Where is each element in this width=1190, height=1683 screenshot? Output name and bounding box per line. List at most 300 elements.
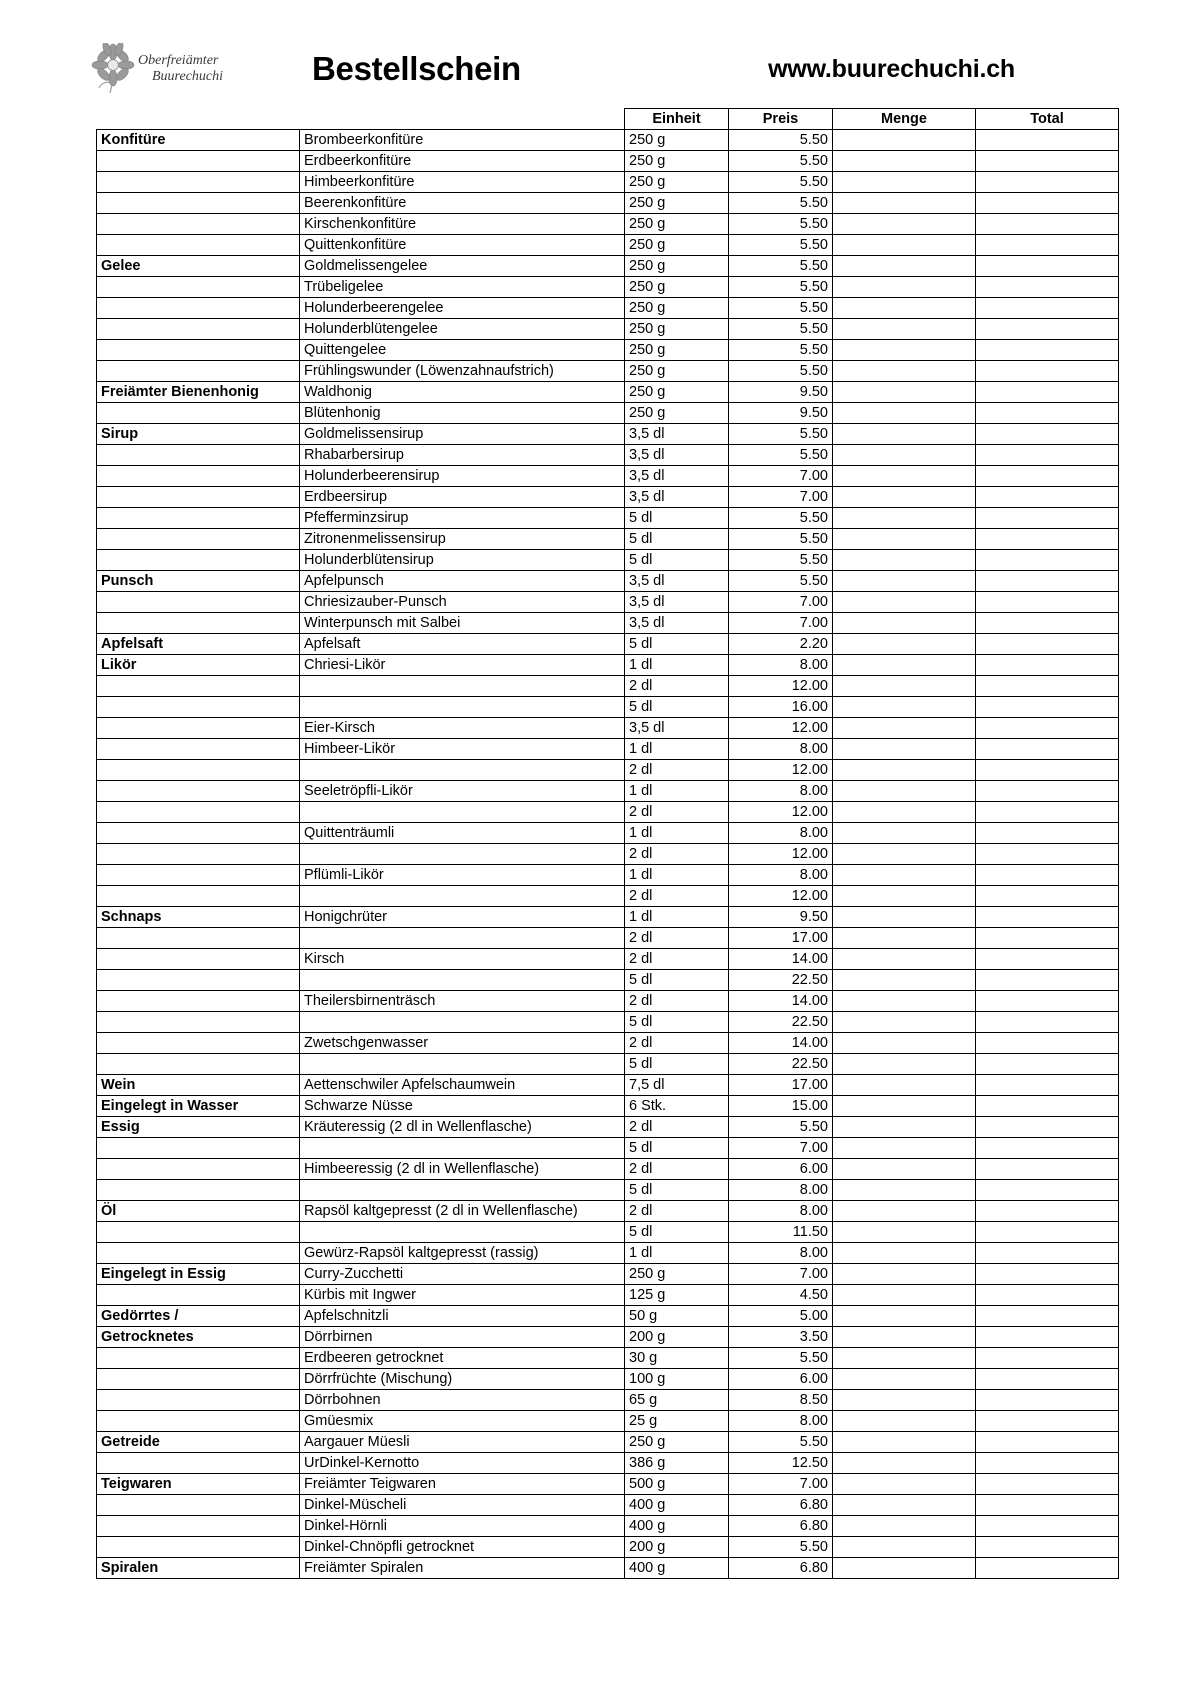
cell-quantity-input[interactable] bbox=[833, 1117, 976, 1138]
table-row bbox=[97, 928, 1119, 949]
cell-category bbox=[97, 508, 300, 529]
cell-total-input[interactable] bbox=[976, 928, 1119, 949]
cell-category bbox=[97, 214, 300, 235]
cell-total-input[interactable] bbox=[976, 298, 1119, 319]
cell-product: Kräuteressig (2 dl in Wellenflasche) bbox=[300, 1117, 625, 1138]
cell-unit: 6 Stk. bbox=[625, 1096, 729, 1117]
cell-total-input[interactable] bbox=[976, 403, 1119, 424]
cell-unit: 1 dl bbox=[625, 655, 729, 676]
cell-product: Aargauer Müesli bbox=[300, 1432, 625, 1453]
table-row bbox=[97, 1054, 1119, 1075]
cell-total-input[interactable] bbox=[976, 970, 1119, 991]
cell-product: Dörrfrüchte (Mischung) bbox=[300, 1369, 625, 1390]
cell-quantity-input[interactable] bbox=[833, 676, 976, 697]
table-row bbox=[97, 550, 1119, 571]
cell-total-input[interactable] bbox=[976, 1012, 1119, 1033]
cell-quantity-input[interactable] bbox=[833, 130, 976, 151]
cell-quantity-input[interactable] bbox=[833, 1495, 976, 1516]
cell-category: Schnaps bbox=[97, 907, 300, 928]
cell-product: Chriesi-Likör bbox=[300, 655, 625, 676]
cell-product: Dörrbohnen bbox=[300, 1390, 625, 1411]
cell-total-input[interactable] bbox=[976, 1117, 1119, 1138]
cell-product: Brombeerkonfitüre bbox=[300, 130, 625, 151]
cell-total-input[interactable] bbox=[976, 823, 1119, 844]
cell-unit: 5 dl bbox=[625, 508, 729, 529]
cell-quantity-input[interactable] bbox=[833, 697, 976, 718]
cell-total-input[interactable] bbox=[976, 1537, 1119, 1558]
cell-price: 5.50 bbox=[729, 571, 833, 592]
cell-product: Erdbeersirup bbox=[300, 487, 625, 508]
cell-total-input[interactable] bbox=[976, 676, 1119, 697]
table-row bbox=[97, 802, 1119, 823]
cell-quantity-input[interactable] bbox=[833, 193, 976, 214]
cell-quantity-input[interactable] bbox=[833, 151, 976, 172]
cell-quantity-input[interactable] bbox=[833, 1243, 976, 1264]
cell-price: 15.00 bbox=[729, 1096, 833, 1117]
cell-price: 5.50 bbox=[729, 340, 833, 361]
cell-price: 7.00 bbox=[729, 613, 833, 634]
cell-price: 5.50 bbox=[729, 256, 833, 277]
cell-unit: 2 dl bbox=[625, 1033, 729, 1054]
cell-price: 14.00 bbox=[729, 991, 833, 1012]
cell-unit: 250 g bbox=[625, 1432, 729, 1453]
cell-total-input[interactable] bbox=[976, 340, 1119, 361]
cell-price: 8.00 bbox=[729, 739, 833, 760]
table-row bbox=[97, 403, 1119, 424]
cell-total-input[interactable] bbox=[976, 235, 1119, 256]
cell-quantity-input[interactable] bbox=[833, 823, 976, 844]
cell-quantity-input[interactable] bbox=[833, 1411, 976, 1432]
cell-quantity-input[interactable] bbox=[833, 172, 976, 193]
cell-total-input[interactable] bbox=[976, 1075, 1119, 1096]
cell-product: Zitronenmelissensirup bbox=[300, 529, 625, 550]
cell-total-input[interactable] bbox=[976, 1096, 1119, 1117]
cell-quantity-input[interactable] bbox=[833, 970, 976, 991]
cell-total-input[interactable] bbox=[976, 277, 1119, 298]
cell-quantity-input[interactable] bbox=[833, 571, 976, 592]
cell-total-input[interactable] bbox=[976, 760, 1119, 781]
table-row bbox=[97, 844, 1119, 865]
cell-unit: 2 dl bbox=[625, 844, 729, 865]
cell-total-input[interactable] bbox=[976, 529, 1119, 550]
cell-product: Seeletröpfli-Likör bbox=[300, 781, 625, 802]
table-row bbox=[97, 1327, 1119, 1348]
cell-quantity-input[interactable] bbox=[833, 1054, 976, 1075]
cell-quantity-input[interactable] bbox=[833, 1201, 976, 1222]
cell-quantity-input[interactable] bbox=[833, 760, 976, 781]
cell-quantity-input[interactable] bbox=[833, 214, 976, 235]
cell-quantity-input[interactable] bbox=[833, 928, 976, 949]
cell-product: Kirschenkonfitüre bbox=[300, 214, 625, 235]
cell-price: 4.50 bbox=[729, 1285, 833, 1306]
cell-product: Quittenträumli bbox=[300, 823, 625, 844]
cell-product: Himbeeressig (2 dl in Wellenflasche) bbox=[300, 1159, 625, 1180]
cell-total-input[interactable] bbox=[976, 1432, 1119, 1453]
cell-total-input[interactable] bbox=[976, 1306, 1119, 1327]
cell-quantity-input[interactable] bbox=[833, 907, 976, 928]
cell-quantity-input[interactable] bbox=[833, 1537, 976, 1558]
cell-unit: 2 dl bbox=[625, 1201, 729, 1222]
cell-product: Himbeerkonfitüre bbox=[300, 172, 625, 193]
cell-quantity-input[interactable] bbox=[833, 1075, 976, 1096]
cell-quantity-input[interactable] bbox=[833, 1390, 976, 1411]
cell-total-input[interactable] bbox=[976, 256, 1119, 277]
cell-total-input[interactable] bbox=[976, 550, 1119, 571]
cell-quantity-input[interactable] bbox=[833, 1180, 976, 1201]
cell-total-input[interactable] bbox=[976, 697, 1119, 718]
cell-quantity-input[interactable] bbox=[833, 1474, 976, 1495]
cell-unit: 2 dl bbox=[625, 886, 729, 907]
cell-total-input[interactable] bbox=[976, 613, 1119, 634]
cell-quantity-input[interactable] bbox=[833, 802, 976, 823]
cell-total-input[interactable] bbox=[976, 508, 1119, 529]
cell-quantity-input[interactable] bbox=[833, 844, 976, 865]
cell-total-input[interactable] bbox=[976, 739, 1119, 760]
cell-quantity-input[interactable] bbox=[833, 886, 976, 907]
cell-total-input[interactable] bbox=[976, 865, 1119, 886]
cell-total-input[interactable] bbox=[976, 718, 1119, 739]
table-row bbox=[97, 1138, 1119, 1159]
cell-category bbox=[97, 445, 300, 466]
cell-product: Kürbis mit Ingwer bbox=[300, 1285, 625, 1306]
cell-product: Winterpunsch mit Salbei bbox=[300, 613, 625, 634]
cell-unit: 2 dl bbox=[625, 760, 729, 781]
cell-price: 2.20 bbox=[729, 634, 833, 655]
cell-quantity-input[interactable] bbox=[833, 1159, 976, 1180]
cell-product: Apfelpunsch bbox=[300, 571, 625, 592]
cell-total-input[interactable] bbox=[976, 1222, 1119, 1243]
cell-quantity-input[interactable] bbox=[833, 592, 976, 613]
cell-quantity-input[interactable] bbox=[833, 1306, 976, 1327]
cell-unit: 5 dl bbox=[625, 550, 729, 571]
cell-product: Frühlingswunder (Löwenzahnaufstrich) bbox=[300, 361, 625, 382]
cell-category bbox=[97, 1033, 300, 1054]
cell-category bbox=[97, 928, 300, 949]
cell-total-input[interactable] bbox=[976, 991, 1119, 1012]
cell-quantity-input[interactable] bbox=[833, 319, 976, 340]
cell-total-input[interactable] bbox=[976, 151, 1119, 172]
cell-category bbox=[97, 949, 300, 970]
cell-total-input[interactable] bbox=[976, 424, 1119, 445]
cell-quantity-input[interactable] bbox=[833, 382, 976, 403]
cell-unit: 1 dl bbox=[625, 781, 729, 802]
cell-total-input[interactable] bbox=[976, 1348, 1119, 1369]
table-row bbox=[97, 214, 1119, 235]
cell-product: Holunderbeerengelee bbox=[300, 298, 625, 319]
cell-category: Spiralen bbox=[97, 1558, 300, 1579]
table-row bbox=[97, 466, 1119, 487]
table-row bbox=[97, 1264, 1119, 1285]
cell-category: Freiämter Bienenhonig bbox=[97, 382, 300, 403]
cell-category bbox=[97, 739, 300, 760]
cell-category bbox=[97, 1138, 300, 1159]
cell-total-input[interactable] bbox=[976, 802, 1119, 823]
cell-total-input[interactable] bbox=[976, 592, 1119, 613]
cell-price: 14.00 bbox=[729, 1033, 833, 1054]
cell-quantity-input[interactable] bbox=[833, 340, 976, 361]
cell-total-input[interactable] bbox=[976, 193, 1119, 214]
cell-total-input[interactable] bbox=[976, 172, 1119, 193]
cell-unit: 1 dl bbox=[625, 865, 729, 886]
cell-quantity-input[interactable] bbox=[833, 235, 976, 256]
cell-price: 8.00 bbox=[729, 1411, 833, 1432]
cell-price: 17.00 bbox=[729, 928, 833, 949]
cell-quantity-input[interactable] bbox=[833, 508, 976, 529]
table-row bbox=[97, 1348, 1119, 1369]
cell-total-input[interactable] bbox=[976, 1264, 1119, 1285]
cell-total-input[interactable] bbox=[976, 655, 1119, 676]
cell-total-input[interactable] bbox=[976, 1243, 1119, 1264]
cell-category bbox=[97, 487, 300, 508]
cell-quantity-input[interactable] bbox=[833, 949, 976, 970]
cell-total-input[interactable] bbox=[976, 445, 1119, 466]
cell-total-input[interactable] bbox=[976, 1495, 1119, 1516]
cell-quantity-input[interactable] bbox=[833, 1138, 976, 1159]
table-row bbox=[97, 1537, 1119, 1558]
cell-product: Zwetschgenwasser bbox=[300, 1033, 625, 1054]
cell-category bbox=[97, 529, 300, 550]
logo bbox=[90, 43, 290, 95]
cell-quantity-input[interactable] bbox=[833, 1348, 976, 1369]
cell-total-input[interactable] bbox=[976, 1054, 1119, 1075]
cell-category: Eingelegt in Wasser bbox=[97, 1096, 300, 1117]
cell-quantity-input[interactable] bbox=[833, 1516, 976, 1537]
cell-total-input[interactable] bbox=[976, 466, 1119, 487]
table-row bbox=[97, 130, 1119, 151]
cell-quantity-input[interactable] bbox=[833, 1264, 976, 1285]
cell-quantity-input[interactable] bbox=[833, 1432, 976, 1453]
cell-total-input[interactable] bbox=[976, 781, 1119, 802]
cell-quantity-input[interactable] bbox=[833, 298, 976, 319]
cell-quantity-input[interactable] bbox=[833, 277, 976, 298]
cell-unit: 250 g bbox=[625, 340, 729, 361]
cell-product: Curry-Zucchetti bbox=[300, 1264, 625, 1285]
cell-category bbox=[97, 1369, 300, 1390]
cell-total-input[interactable] bbox=[976, 214, 1119, 235]
cell-category: Getrocknetes bbox=[97, 1327, 300, 1348]
cell-quantity-input[interactable] bbox=[833, 1327, 976, 1348]
cell-total-input[interactable] bbox=[976, 1033, 1119, 1054]
cell-unit: 400 g bbox=[625, 1558, 729, 1579]
cell-total-input[interactable] bbox=[976, 1453, 1119, 1474]
table-row bbox=[97, 1117, 1119, 1138]
cell-quantity-input[interactable] bbox=[833, 991, 976, 1012]
cell-quantity-input[interactable] bbox=[833, 1558, 976, 1579]
cell-product: UrDinkel-Kernotto bbox=[300, 1453, 625, 1474]
cell-price: 8.00 bbox=[729, 823, 833, 844]
cell-unit: 200 g bbox=[625, 1327, 729, 1348]
cell-unit: 250 g bbox=[625, 172, 729, 193]
cell-category bbox=[97, 718, 300, 739]
cell-category bbox=[97, 550, 300, 571]
table-row bbox=[97, 865, 1119, 886]
cell-price: 5.50 bbox=[729, 1432, 833, 1453]
cell-price: 8.00 bbox=[729, 781, 833, 802]
cell-unit: 500 g bbox=[625, 1474, 729, 1495]
cell-quantity-input[interactable] bbox=[833, 550, 976, 571]
cell-product: Waldhonig bbox=[300, 382, 625, 403]
cell-price: 6.00 bbox=[729, 1369, 833, 1390]
cell-unit: 250 g bbox=[625, 361, 729, 382]
cell-product: Freiämter Spiralen bbox=[300, 1558, 625, 1579]
table-row bbox=[97, 1558, 1119, 1579]
cell-quantity-input[interactable] bbox=[833, 1285, 976, 1306]
cell-price: 6.80 bbox=[729, 1558, 833, 1579]
cell-total-input[interactable] bbox=[976, 1180, 1119, 1201]
cell-total-input[interactable] bbox=[976, 319, 1119, 340]
cell-price: 12.00 bbox=[729, 844, 833, 865]
cell-unit: 5 dl bbox=[625, 1054, 729, 1075]
cell-unit: 5 dl bbox=[625, 1180, 729, 1201]
cell-price: 9.50 bbox=[729, 907, 833, 928]
cell-quantity-input[interactable] bbox=[833, 1012, 976, 1033]
cell-unit: 3,5 dl bbox=[625, 445, 729, 466]
cell-total-input[interactable] bbox=[976, 1159, 1119, 1180]
cell-unit: 5 dl bbox=[625, 634, 729, 655]
cell-quantity-input[interactable] bbox=[833, 634, 976, 655]
cell-total-input[interactable] bbox=[976, 1411, 1119, 1432]
cell-total-input[interactable] bbox=[976, 1285, 1119, 1306]
cell-category bbox=[97, 1495, 300, 1516]
cell-product bbox=[300, 970, 625, 991]
cell-quantity-input[interactable] bbox=[833, 781, 976, 802]
cell-unit: 5 dl bbox=[625, 1138, 729, 1159]
cell-quantity-input[interactable] bbox=[833, 466, 976, 487]
cell-product: Quittengelee bbox=[300, 340, 625, 361]
cell-total-input[interactable] bbox=[976, 1201, 1119, 1222]
cell-price: 12.00 bbox=[729, 760, 833, 781]
cell-category bbox=[97, 970, 300, 991]
cell-unit: 250 g bbox=[625, 1264, 729, 1285]
cell-unit: 250 g bbox=[625, 151, 729, 172]
cell-category bbox=[97, 298, 300, 319]
cell-price: 8.00 bbox=[729, 1243, 833, 1264]
cell-total-input[interactable] bbox=[976, 1369, 1119, 1390]
cell-price: 9.50 bbox=[729, 382, 833, 403]
cell-quantity-input[interactable] bbox=[833, 865, 976, 886]
table-row bbox=[97, 907, 1119, 928]
cell-category bbox=[97, 1222, 300, 1243]
cell-total-input[interactable] bbox=[976, 634, 1119, 655]
cell-category bbox=[97, 613, 300, 634]
cell-total-input[interactable] bbox=[976, 1390, 1119, 1411]
table-row bbox=[97, 1180, 1119, 1201]
cell-unit: 2 dl bbox=[625, 676, 729, 697]
table-row bbox=[97, 1285, 1119, 1306]
table-row bbox=[97, 1033, 1119, 1054]
cell-price: 5.50 bbox=[729, 529, 833, 550]
cell-quantity-input[interactable] bbox=[833, 613, 976, 634]
cell-product: Rhabarbersirup bbox=[300, 445, 625, 466]
table-row bbox=[97, 613, 1119, 634]
cell-quantity-input[interactable] bbox=[833, 487, 976, 508]
cell-quantity-input[interactable] bbox=[833, 445, 976, 466]
cell-total-input[interactable] bbox=[976, 487, 1119, 508]
cell-category: Öl bbox=[97, 1201, 300, 1222]
table-row bbox=[97, 781, 1119, 802]
cell-quantity-input[interactable] bbox=[833, 739, 976, 760]
cell-price: 8.00 bbox=[729, 655, 833, 676]
cell-quantity-input[interactable] bbox=[833, 718, 976, 739]
cell-total-input[interactable] bbox=[976, 1327, 1119, 1348]
cell-quantity-input[interactable] bbox=[833, 1033, 976, 1054]
cell-unit: 400 g bbox=[625, 1495, 729, 1516]
cell-price: 7.00 bbox=[729, 487, 833, 508]
table-row bbox=[97, 1222, 1119, 1243]
cell-category: Konfitüre bbox=[97, 130, 300, 151]
cell-total-input[interactable] bbox=[976, 361, 1119, 382]
cell-price: 5.50 bbox=[729, 361, 833, 382]
cell-category: Teigwaren bbox=[97, 1474, 300, 1495]
cell-total-input[interactable] bbox=[976, 1516, 1119, 1537]
cell-unit: 7,5 dl bbox=[625, 1075, 729, 1096]
cell-quantity-input[interactable] bbox=[833, 361, 976, 382]
cell-category bbox=[97, 1159, 300, 1180]
cell-total-input[interactable] bbox=[976, 949, 1119, 970]
cell-quantity-input[interactable] bbox=[833, 529, 976, 550]
cell-total-input[interactable] bbox=[976, 382, 1119, 403]
cell-category: Getreide bbox=[97, 1432, 300, 1453]
cell-price: 5.50 bbox=[729, 1348, 833, 1369]
cell-total-input[interactable] bbox=[976, 1138, 1119, 1159]
cell-price: 5.50 bbox=[729, 193, 833, 214]
table-row bbox=[97, 1075, 1119, 1096]
cell-price: 5.50 bbox=[729, 130, 833, 151]
cell-price: 22.50 bbox=[729, 1012, 833, 1033]
cell-category: Likör bbox=[97, 655, 300, 676]
table-row bbox=[97, 151, 1119, 172]
cell-total-input[interactable] bbox=[976, 907, 1119, 928]
table-row bbox=[97, 1516, 1119, 1537]
cell-quantity-input[interactable] bbox=[833, 655, 976, 676]
logo-wordmark bbox=[138, 53, 223, 85]
cell-product: Gmüesmix bbox=[300, 1411, 625, 1432]
cell-quantity-input[interactable] bbox=[833, 1096, 976, 1117]
cell-total-input[interactable] bbox=[976, 886, 1119, 907]
cell-category bbox=[97, 991, 300, 1012]
cell-quantity-input[interactable] bbox=[833, 403, 976, 424]
cell-total-input[interactable] bbox=[976, 844, 1119, 865]
page-title: Bestellschein bbox=[312, 50, 521, 87]
cell-total-input[interactable] bbox=[976, 1558, 1119, 1579]
cell-product: Kirsch bbox=[300, 949, 625, 970]
cell-product: Gewürz-Rapsöl kaltgepresst (rassig) bbox=[300, 1243, 625, 1264]
cell-price: 5.50 bbox=[729, 277, 833, 298]
cell-product: Dörrbirnen bbox=[300, 1327, 625, 1348]
cell-product: Chriesizauber-Punsch bbox=[300, 592, 625, 613]
cell-quantity-input[interactable] bbox=[833, 424, 976, 445]
cell-quantity-input[interactable] bbox=[833, 256, 976, 277]
cell-category bbox=[97, 676, 300, 697]
cell-quantity-input[interactable] bbox=[833, 1369, 976, 1390]
cell-price: 5.50 bbox=[729, 298, 833, 319]
cell-quantity-input[interactable] bbox=[833, 1222, 976, 1243]
cell-total-input[interactable] bbox=[976, 1474, 1119, 1495]
cell-total-input[interactable] bbox=[976, 571, 1119, 592]
cell-quantity-input[interactable] bbox=[833, 1453, 976, 1474]
cell-category bbox=[97, 865, 300, 886]
cell-unit: 65 g bbox=[625, 1390, 729, 1411]
cell-product bbox=[300, 1222, 625, 1243]
cell-category bbox=[97, 1390, 300, 1411]
cell-product: Quittenkonfitüre bbox=[300, 235, 625, 256]
cell-product: Honigchrüter bbox=[300, 907, 625, 928]
table-row bbox=[97, 718, 1119, 739]
cell-product: Goldmelissensirup bbox=[300, 424, 625, 445]
column-header-unit: Einheit bbox=[625, 109, 729, 130]
cell-total-input[interactable] bbox=[976, 130, 1119, 151]
cell-unit: 3,5 dl bbox=[625, 613, 729, 634]
